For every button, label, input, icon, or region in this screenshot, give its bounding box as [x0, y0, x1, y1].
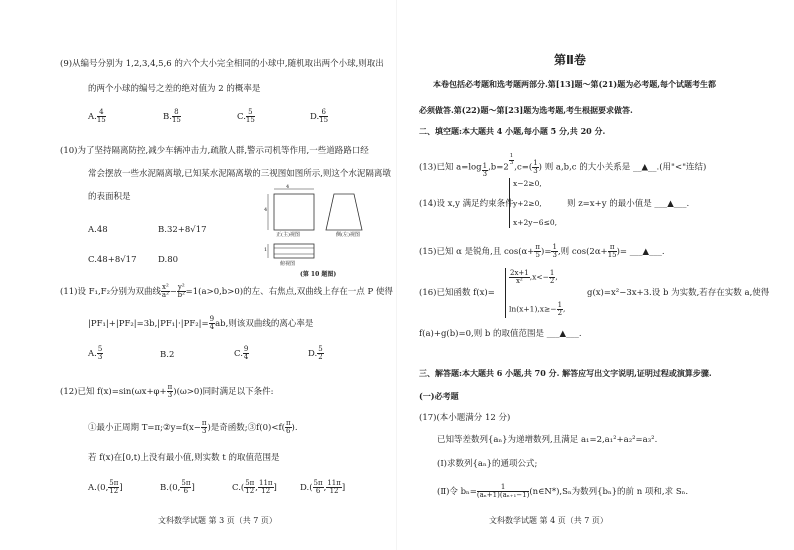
section-solve-heading: 三、解答题:本大题共 6 小题,共 70 分. 解答应写出文字说明,证明过程或演算步骤.: [419, 368, 712, 378]
q10-option-c: C.48+8√17: [88, 255, 137, 265]
q11-line2: |PF₁|+|PF₂|=3b,|PF₁|·|PF₂|= $\frac{9}{4}$ ab,则该双曲线的离心率是: [88, 315, 314, 331]
q14-tail: 则 z=x+y 的最小值是 ___▲___.: [567, 199, 690, 209]
q15-blank: ▲: [642, 247, 650, 257]
q17-header: (17)(本小题满分 12 分): [419, 413, 511, 423]
q11-option-d: D. $\frac{5}{2}$: [308, 345, 323, 361]
q14-blank: ▲: [667, 199, 674, 209]
q14-constraint-2: y+2≥0,: [513, 199, 542, 208]
q12-option-a: A.(0, $\frac{5\pi}{12}$ ]: [88, 479, 123, 495]
q14-constraint-1: x−2≥0,: [513, 179, 542, 188]
q16-prefix: (16)已知函数 f(x)=: [419, 288, 495, 298]
q10-line1: (10)为了坚持隔离防控,减少车辆冲击力,疏散人群,警示司机等作用,一些道路路口经: [60, 146, 369, 156]
q17-part1: (Ⅰ)求数列{aₙ}的通项公式;: [437, 459, 538, 469]
q9-option-b: B. $\frac{8}{15}$: [163, 108, 181, 124]
q12-line2: ①最小正周期 T=π;②y=f(x− $\frac{\pi}{3}$ )是奇函数;③f(0)<f( $\frac{\pi}{6}$ ).: [88, 419, 298, 435]
q12-option-c: C.( $\frac{5\pi}{12}$ , $\frac{11\pi}{12}$ ]: [232, 479, 277, 495]
q16-rest: g(x)=x²−3x+3.设 b 为实数,若存在实数 a,使得: [587, 288, 770, 298]
q13-blank: ▲: [641, 162, 649, 173]
q16-brace: [505, 268, 506, 318]
front-view-square: [274, 194, 314, 230]
q12-option-b: B.(0, $\frac{5\pi}{6}$ ]: [160, 479, 195, 495]
q9-option-d: D. $\frac{6}{15}$: [310, 108, 329, 124]
q10-option-b: B.32+8√17: [158, 225, 207, 235]
q10-side-label: 侧(左)视图: [336, 232, 360, 238]
q9-line2: 的两个小球的编号之差的绝对值为 2 的概率是: [88, 84, 261, 94]
top-view-rect: [274, 244, 314, 258]
q14-constraint-3: x+2y−6≤0,: [513, 218, 558, 227]
q10-front-label: 正(主)视图: [276, 232, 300, 238]
part-two-title: 第Ⅱ卷: [554, 53, 586, 67]
side-view-trapezoid: [326, 194, 362, 230]
intro-line1: 本卷包括必考题和选考题两部分.第[13]题～第(21)题为必考题,每个试题考生都: [433, 79, 716, 89]
q14-prefix: (14)设 x,y 满足约束条件: [419, 199, 514, 209]
q10-dim-side: 4: [264, 207, 268, 213]
q11-option-b: B.2: [160, 350, 175, 360]
q11-option-c: C. $\frac{9}{4}$: [234, 345, 249, 361]
q16-piece-1: $\frac{2x+1}{\text{x²}}$ ,x<− $\frac{1}{2}$ ,: [510, 269, 558, 285]
q10-option-a: A.48: [88, 225, 108, 235]
q17-part2: (Ⅱ)令 bₙ= $\frac{1}{\text{(aₙ+1)(aₙ₊₁−1)}}$ (n∈N*),Sₙ为数列{bₙ}的前 n 项和,求 Sₙ.: [437, 483, 689, 499]
q15-line: (15)已知 α 是锐角,且 cos(α+ $\frac{\pi}{5}$ )= $\frac{1}{3}$ ,则 cos(2α+ $\frac{\pi}{15}$ )= ___▲___.: [419, 243, 665, 259]
q10-top-label: 俯视图: [280, 261, 296, 267]
q10-dim-top: 4: [286, 184, 290, 190]
q16-piece-2: ln(x+1),x≥− $\frac{1}{2}$ ,: [509, 301, 566, 317]
q9-line1: (9)从编号分别为 1,2,3,4,5,6 的六个大小完全相同的小球中,随机取出两个小球,则取出: [60, 59, 384, 69]
right-footer: 文科数学试题 第 4 页（共 7 页）: [489, 516, 608, 525]
q11-line1: (11)设 F₁,F₂分别为双曲线 $\frac{\text{x²}}{\text{a²}}$ − $\frac{\text{y²}}{\text{b²}}$ =1(a>0,b>0)的左、右焦点,双曲线上存在一点 P 使得: [60, 283, 393, 299]
left-footer: 文科数学试题 第 3 页（共 7 页）: [158, 516, 277, 525]
q13-line: (13)已知 a=log $\frac{1}{3}$ ,b=2 $\frac{1}{3}$ ,c=( $\frac{1}{3}$ ) 则 a,b,c 的大小关系是 __▲__.(用"<"连结): [419, 153, 707, 178]
q12-line1: (12)已知 f(x)=sin(ωx+φ+ $\frac{\pi}{3}$ )(ω>0)同时满足以下条件:: [60, 383, 274, 399]
q10-line3: 的表面积是: [88, 192, 131, 202]
q10-caption: (第 10 题图): [300, 271, 337, 278]
q16-blank: ▲: [559, 329, 567, 339]
q14-brace: [509, 178, 510, 228]
q12-option-d: D.( $\frac{5\pi}{6}$ , $\frac{11\pi}{12}$ ]: [300, 479, 346, 495]
section-fill-blank-heading: 二、填空题:本大题共 4 小题,每小题 5 分,共 20 分.: [419, 126, 606, 136]
q16-line2: f(a)+g(b)=0,则 b 的取值范围是 ___▲___.: [419, 329, 582, 339]
q9-option-c: C. $\frac{5}{15}$: [237, 108, 255, 124]
section-required-heading: (一)必考题: [419, 391, 459, 401]
q11-option-a: A. $\frac{5}{3}$: [88, 345, 103, 361]
intro-line2: 必须做答.第(22)题～第[23]题为选考题,考生根据要求做答.: [419, 105, 633, 115]
right-page: [397, 0, 794, 550]
q10-line2: 常会摆放一些水泥隔离墩,已知某水泥隔离墩的三视图如图所示,则这个水泥隔离墩: [88, 169, 391, 179]
q10-option-d: D.80: [158, 255, 179, 265]
q12-line3: 若 f(x)在[0,t)上没有最小值,则实数 t 的取值范围是: [88, 453, 280, 463]
q9-option-a: A. $\frac{4}{15}$: [88, 108, 106, 124]
q10-dim-small: 1: [264, 247, 268, 253]
q17-line1: 已知等差数列{aₙ}为递增数列,且满足 a₁=2,a₁²+a₂²=a₃².: [437, 435, 658, 445]
